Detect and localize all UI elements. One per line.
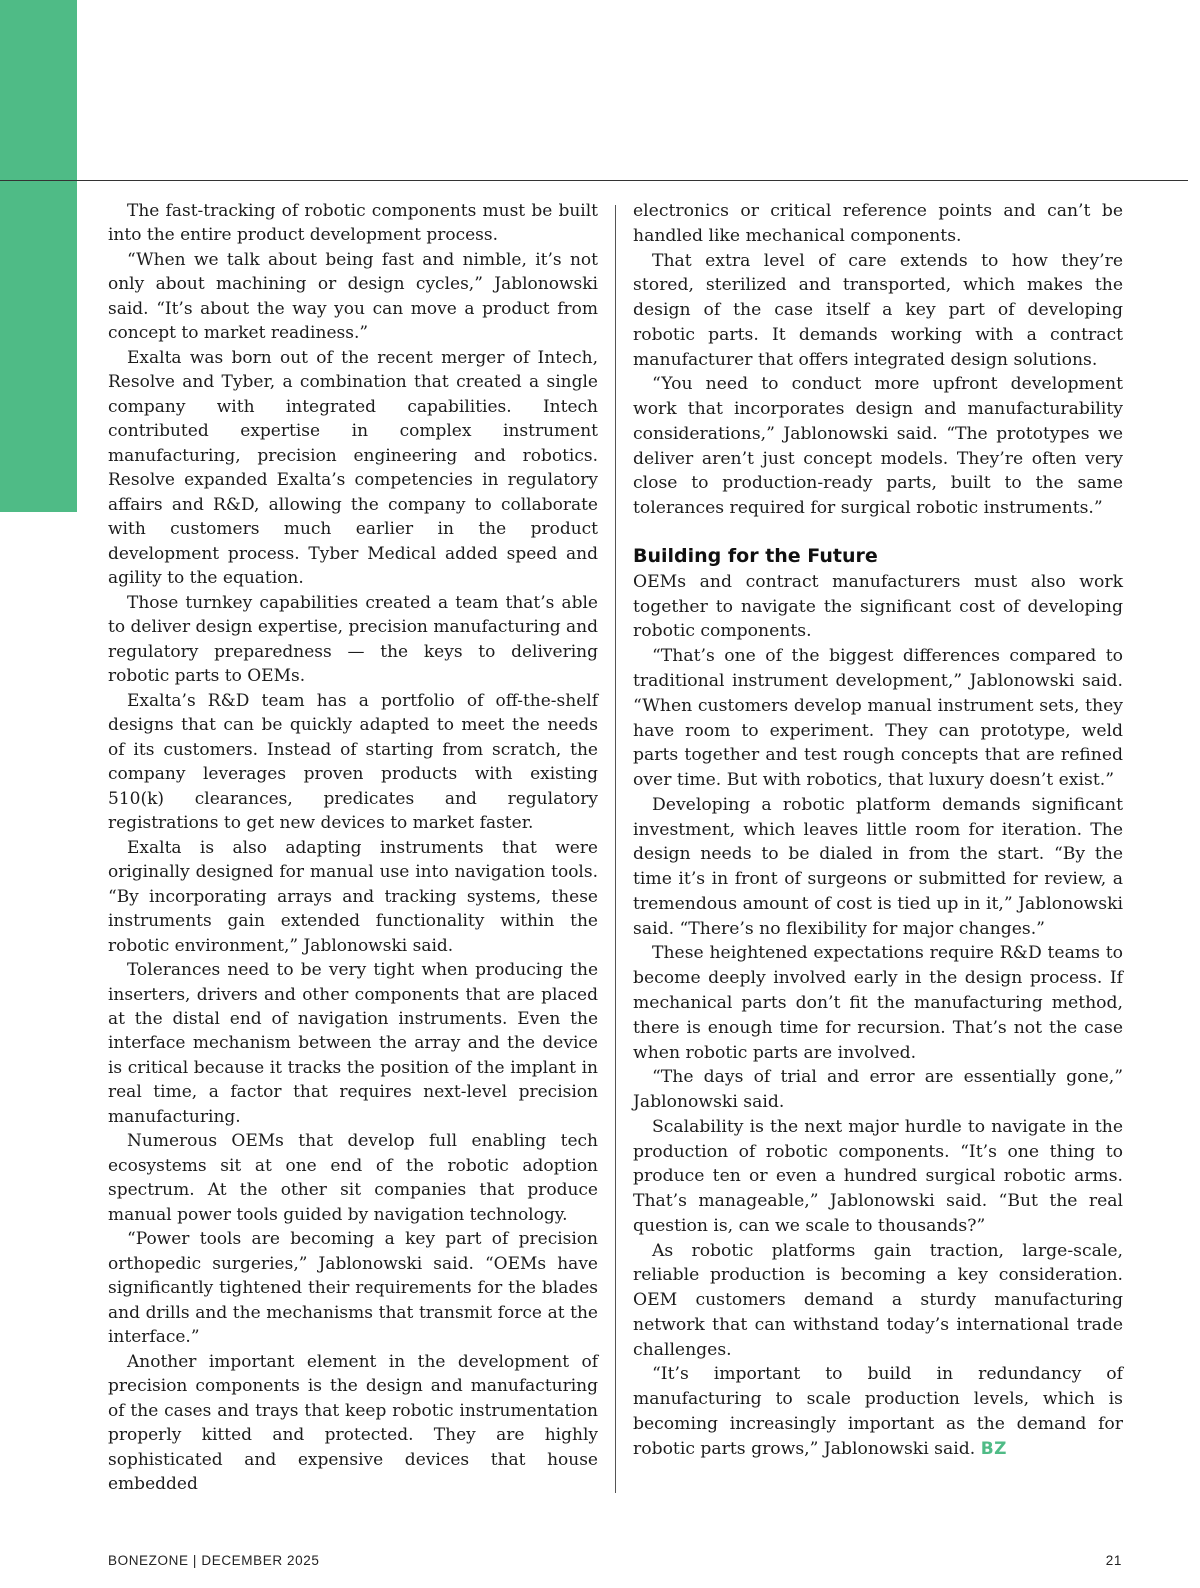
- accent-bar: [0, 0, 77, 512]
- paragraph: Exalta was born out of the recent merger of Intech, Resolve and Tyber, a combination that created a single company with integrated capabilities. Intech contributed expertise in complex instrument manufacturing, precision engineering and robotics. Resolve expanded Exalta’s competencies in regulatory affairs and R&D, allowing the company to collaborate with customers much earlier in the product development process. Tyber Medical added speed and agility to the equation.: [108, 347, 598, 589]
- paragraph: “You need to conduct more upfront development work that incorporates design and manufacturability considerations,” Jablonowski said. “The prototypes we deliver aren’t just concept models. They’re often very close to production-ready parts, built to the same tolerances required for surgical robotic instruments.”: [633, 374, 1123, 519]
- paragraph: “When we talk about being fast and nimble, it’s not only about machining or design cycles,” Jablonowski said. “It’s about the way you can move a product from concept to market readiness.”: [108, 249, 598, 344]
- paragraph: Exalta is also adapting instruments that were originally designed for manual use into navigation tools. “By incorporating arrays and tracking systems, these instruments gain extended functionality within the robotic environment,” Jablonowski said.: [108, 837, 598, 956]
- final-paragraph: [633, 1362, 1123, 1461]
- end-mark: BZ: [980, 1438, 1007, 1459]
- paragraph: Scalability is the next major hurdle to navigate in the production of robotic components. “It’s one thing to produce ten or even a hundred surgical robotic arms. That’s manageable,” Jablonowski said. “But the real question is, can we scale to thousands?”: [633, 1116, 1123, 1236]
- right-column: [633, 199, 1123, 1462]
- final-paragraph-text: “It’s important to build in redundancy of manufacturing to scale production levels, which is becoming increasingly important as the demand for robotic parts grows,” Jablonowski said.: [633, 1364, 1123, 1459]
- paragraph: “That’s one of the biggest differences compared to traditional instrument development,” Jablonowski said. “When customers develop manual instrument sets, they have room to experiment. They can prototype, weld parts together and test rough concepts that are refined over time. But with robotics, that luxury doesn’t exist.”: [633, 646, 1123, 791]
- header-rule: [0, 180, 1188, 181]
- paragraph: Exalta’s R&D team has a portfolio of off-the-shelf designs that can be quickly adapted to meet the needs of its customers. Instead of starting from scratch, the company leverages proven products with existing 510(k) clearances, predicates and regulatory registrations to get new devices to market faster.: [108, 690, 598, 834]
- page-number: 21: [1105, 1553, 1122, 1568]
- paragraph: Developing a robotic platform demands significant investment, which leaves little room for iteration. The design needs to be dialed in from the start. “By the time it’s in front of surgeons or submitted for review, a tremendous amount of cost is tied up in it,” Jablonowski said. “There’s no flexibility for major changes.”: [633, 794, 1123, 939]
- paragraph: These heightened expectations require R&D teams to become deeply involved early in the design process. If mechanical parts don’t fit the manufacturing method, there is enough time for recursion. That’s not the case when robotic parts are involved.: [633, 943, 1123, 1063]
- paragraph: The fast-tracking of robotic components must be built into the entire product development process.: [108, 201, 598, 246]
- paragraph: Numerous OEMs that develop full enabling tech ecosystems sit at one end of the robotic adoption spectrum. At the other sit companies that produce manual power tools guided by navigation technology.: [108, 1131, 598, 1225]
- paragraph: “Power tools are becoming a key part of precision orthopedic surgeries,” Jablonowski said. “OEMs have significantly tightened their requirements for the blades and drills and the mechanisms that transmit force at the interface.”: [108, 1229, 598, 1348]
- left-column: [108, 199, 598, 1497]
- paragraph: “The days of trial and error are essentially gone,” Jablonowski said.: [633, 1067, 1123, 1113]
- footer-publication: BONEZONE | DECEMBER 2025: [108, 1553, 320, 1568]
- column-divider: [615, 205, 616, 1493]
- section-heading: Building for the Future: [633, 544, 878, 567]
- paragraph: OEMs and contract manufacturers must also work together to navigate the significant cost of developing robotic components.: [633, 571, 1123, 642]
- paragraph: As robotic platforms gain traction, large-scale, reliable production is becoming a key consideration. OEM customers demand a sturdy manufacturing network that can withstand today’s international trade challenges.: [633, 1240, 1123, 1360]
- paragraph: Another important element in the development of precision components is the design and manufacturing of the cases and trays that keep robotic instrumentation properly kitted and protected. They are highly sophisticated and expensive devices that house embedded: [108, 1351, 598, 1495]
- paragraph-continued: electronics or critical reference points and can’t be handled like mechanical components.: [633, 201, 1123, 246]
- paragraph: That extra level of care extends to how they’re stored, sterilized and transported, which makes the design of the case itself a key part of developing robotic parts. It demands working with a contract manufacturer that offers integrated design solutions.: [633, 250, 1123, 370]
- paragraph: Those turnkey capabilities created a team that’s able to deliver design expertise, precision manufacturing and regulatory preparedness — the keys to delivering robotic parts to OEMs.: [108, 592, 598, 687]
- paragraph: Tolerances need to be very tight when producing the inserters, drivers and other components that are placed at the distal end of navigation instruments. Even the interface mechanism between the array and the device is critical because it tracks the position of the implant in real time, a factor that requires next-level precision manufacturing.: [108, 960, 598, 1127]
